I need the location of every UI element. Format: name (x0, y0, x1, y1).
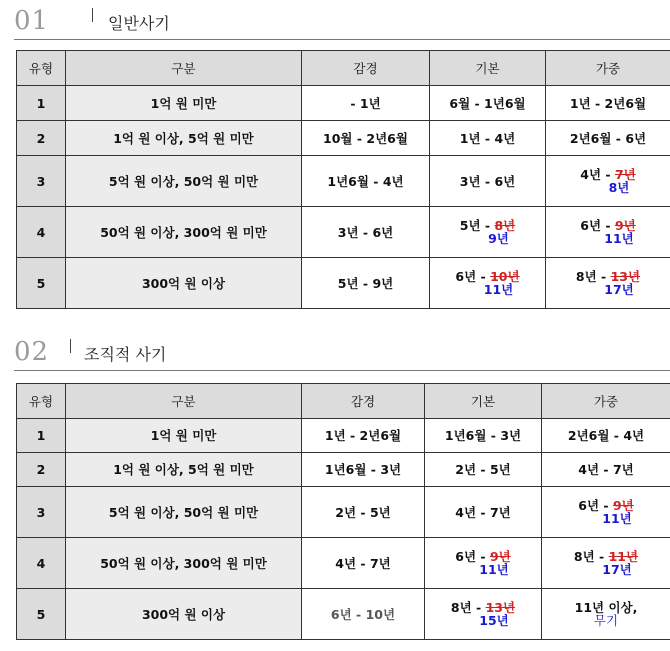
row-type: 3 (17, 156, 66, 207)
section-1-number: 01 (14, 6, 50, 36)
old-value: 10년 (490, 269, 520, 284)
table-row (17, 453, 670, 487)
row-type: 2 (17, 121, 66, 156)
section-2-divider (70, 339, 71, 353)
row-type: 3 (17, 487, 66, 538)
new-value: 9년 (488, 231, 509, 246)
aggravated-prefix: 8년 - (573, 549, 605, 564)
row-type: 4 (17, 207, 66, 258)
section-2-number: 02 (14, 337, 50, 367)
table-row (17, 589, 670, 640)
row-aggravated: 4년 - 7년 (542, 453, 670, 487)
table-row (17, 156, 670, 207)
row-category: 300억 원 이상 (66, 589, 302, 640)
table-row (17, 207, 670, 258)
row-type: 1 (17, 86, 66, 121)
row-category: 1억 원 이상, 5억 원 미만 (66, 121, 302, 156)
row-type: 1 (17, 419, 66, 453)
header-reduced: 감경 (302, 384, 425, 419)
aggravated-prefix: 6년 - (580, 218, 611, 233)
row-type: 5 (17, 589, 66, 640)
table-row (17, 487, 670, 538)
row-reduced: 10월 - 2년6월 (302, 121, 430, 156)
row-type: 2 (17, 453, 66, 487)
row-type: 4 (17, 538, 66, 589)
header-type: 유형 (17, 384, 66, 419)
row-reduced: 3년 - 6년 (302, 207, 430, 258)
section-1-header (0, 0, 670, 40)
row-aggravated: 2년6월 - 6년 (546, 121, 670, 156)
aggravated-line1: 11년 이상, (574, 600, 638, 615)
row-category: 50억 원 이상, 300억 원 미만 (66, 207, 302, 258)
row-category: 5억 원 이상, 50억 원 미만 (66, 156, 302, 207)
section-1-divider (92, 8, 93, 22)
table-row (17, 121, 670, 156)
row-basic: 1년 - 4년 (430, 121, 546, 156)
aggravated-prefix: 6년 - (578, 498, 609, 513)
row-reduced: 5년 - 9년 (302, 258, 430, 309)
row-aggravated (542, 538, 670, 589)
row-aggravated: 2년6월 - 4년 (542, 419, 670, 453)
new-value: 11년 (604, 231, 634, 246)
header-basic: 기본 (425, 384, 542, 419)
row-basic: 2년 - 5년 (425, 453, 542, 487)
header-reduced: 감경 (302, 51, 430, 86)
row-category: 1억 원 미만 (66, 419, 302, 453)
aggravated-prefix: 4년 - (580, 167, 611, 182)
row-reduced: 1년6월 - 3년 (302, 453, 425, 487)
header-basic: 기본 (430, 51, 546, 86)
table-organized-fraud (16, 383, 670, 640)
row-reduced: 1년6월 - 4년 (302, 156, 430, 207)
aggravated-line2: 무기 (593, 613, 619, 628)
row-aggravated (546, 207, 670, 258)
header-aggravated: 가중 (542, 384, 670, 419)
old-value: 13년 (610, 269, 641, 284)
table-header-row (17, 51, 670, 86)
header-aggravated: 가중 (546, 51, 670, 86)
section-2-header (0, 331, 670, 371)
row-basic (430, 258, 546, 309)
row-category: 50억 원 이상, 300억 원 미만 (66, 538, 302, 589)
new-value: 11년 (602, 511, 632, 526)
old-value: 11년 (608, 549, 639, 564)
row-category: 1억 원 이상, 5억 원 미만 (66, 453, 302, 487)
basic-prefix: 8년 - (450, 600, 482, 615)
row-basic (425, 589, 542, 640)
new-value: 11년 (483, 282, 514, 297)
table-row (17, 258, 670, 309)
table-row (17, 419, 670, 453)
table-header-row (17, 384, 670, 419)
row-aggravated: 1년 - 2년6월 (546, 86, 670, 121)
new-value: 17년 (604, 282, 634, 297)
row-reduced: 2년 - 5년 (302, 487, 425, 538)
row-category: 1억 원 미만 (66, 86, 302, 121)
header-category: 구분 (66, 51, 302, 86)
section-2-rule (14, 370, 670, 371)
basic-prefix: 6년 - (455, 269, 486, 284)
table-row (17, 538, 670, 589)
new-value: 15년 (479, 613, 509, 628)
old-value: 9년 (614, 218, 636, 233)
row-reduced: - 1년 (302, 86, 430, 121)
table-general-fraud (16, 50, 670, 309)
row-basic (425, 538, 542, 589)
row-aggravated (546, 156, 670, 207)
table-row (17, 86, 670, 121)
row-aggravated (542, 487, 670, 538)
section-1-rule (14, 39, 670, 40)
header-category: 구분 (66, 384, 302, 419)
row-category: 5억 원 이상, 50억 원 미만 (66, 487, 302, 538)
row-basic (430, 207, 546, 258)
row-basic: 4년 - 7년 (425, 487, 542, 538)
row-reduced: 6년 - 10년 (302, 589, 425, 640)
row-basic: 6월 - 1년6월 (430, 86, 546, 121)
old-value: 9년 (612, 498, 634, 513)
section-1-title: 일반사기 (108, 14, 170, 33)
basic-prefix: 5년 - (459, 218, 491, 233)
row-category: 300억 원 이상 (66, 258, 302, 309)
old-value: 7년 (614, 167, 636, 182)
new-value: 8년 (608, 180, 630, 195)
row-basic: 1년6월 - 3년 (425, 419, 542, 453)
basic-prefix: 6년 - (455, 549, 486, 564)
old-value: 8년 (494, 218, 516, 233)
new-value: 11년 (479, 562, 509, 577)
new-value: 17년 (602, 562, 632, 577)
aggravated-prefix: 8년 - (575, 269, 607, 284)
row-basic: 3년 - 6년 (430, 156, 546, 207)
row-aggravated (542, 589, 670, 640)
header-type: 유형 (17, 51, 66, 86)
row-aggravated (546, 258, 670, 309)
old-value: 13년 (485, 600, 516, 615)
row-reduced: 1년 - 2년6월 (302, 419, 425, 453)
section-2-title: 조직적 사기 (84, 345, 167, 364)
old-value: 9년 (489, 549, 511, 564)
row-type: 5 (17, 258, 66, 309)
row-reduced: 4년 - 7년 (302, 538, 425, 589)
